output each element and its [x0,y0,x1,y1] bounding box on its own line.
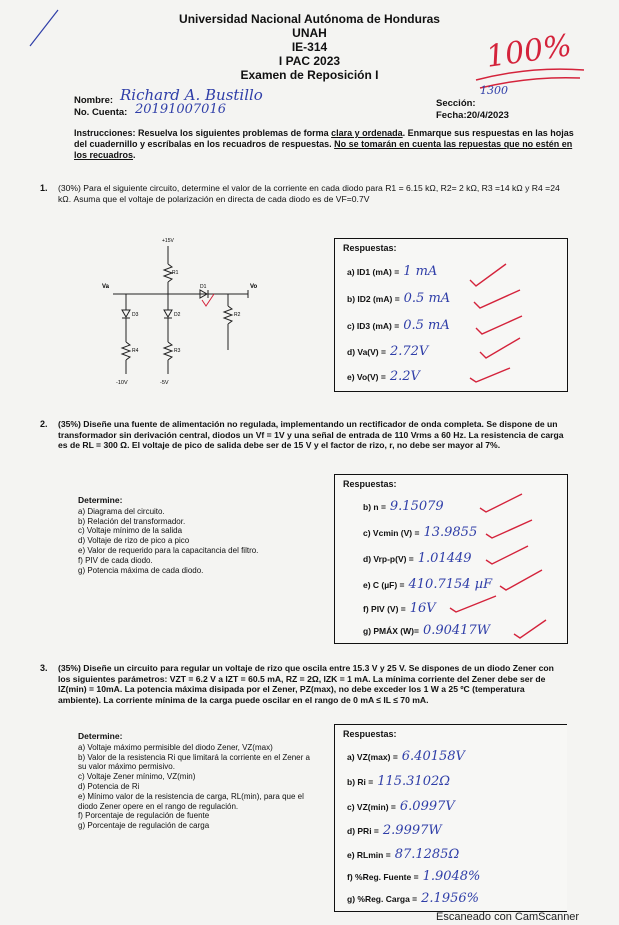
course-code: IE-314 [291,40,328,54]
account-value: 20191007016 [135,102,226,117]
scanner-watermark: Escaneado con CamScanner [436,911,580,923]
q1-answer-b: b) ID2 (mA) = 0.5 mA [347,291,451,306]
q3-answer-a: a) VZ(max) = 6.40158V [347,749,465,764]
label-d2: D2 [174,312,181,318]
label-vplus: +15V [162,238,174,244]
q3-answer-c: c) VZ(min) = 6.0997V [347,799,455,814]
q3-text: (35%) Diseñe un circuito para regular un voltaje de rizo que oscila entre 15.3 V y 25 V. Se dispones de un diodo Zener con los siguientes parámetros: VZT = 6.2 V a IZT = 60.5 mA, RZ = 2Ω, IZK = 1 mA. La mínima corriente del Zener debe ser de IZ(min) = 10mA. La potencia máxima disipada por el Zener, PZ(max), no debe exceder los 1 W a 25 ºC (temperatura ambiente). La corriente mínima de la carga puede oscilar en el rango de 0 mA ≤ IL ≤ 70 mA. [58,663,554,705]
q1-text: (30%) Para el siguiente circuito, determine el valor de la corriente en cada diodo para R1 = 6.15 kΩ, R2= 2 kΩ, R3 =14 kΩ y R4 =24 kΩ. Asuma que el voltaje de polarización en directa de cada diodo es de VF=0.7V [58,183,560,204]
q3-answer-f: f) %Reg. Fuente = 1.9048% [347,869,481,884]
q2-text: (35%) Diseñe una fuente de alimentación no regulada, implementando un rectificador de onda completa. Se dispone de un transformador sin derivación central, diodos un Vf = 1V y una señal de entrada de 110 Vrms a 60 Hz. La resistencia de carga es de RL = 300 Ω. El voltaje de pico de salida debe ser de 15 V y el factor de rizo, r, no debe ser mayor al 7%. [58,419,564,451]
q1-check-marks [440,240,570,390]
label-minus5: -5V [160,380,169,386]
section-label: Sección: [436,98,476,109]
q3-answers-box [334,724,567,912]
label-minus10: -10V [116,380,128,386]
q3-answer-e: e) RLmin = 87.1285Ω [347,847,460,862]
label-r3: R3 [174,348,181,354]
label-r1: R1 [172,270,179,276]
q1-answers-title: Respuestas: [343,243,397,253]
q1-answer-d: d) Va(V) = 2.72V [347,344,429,359]
q3-answer-b: b) Ri = 115.3102Ω [347,774,451,789]
label-d3: D3 [132,312,139,318]
section-value: 1300 [480,84,508,97]
q1-circuit-diagram [98,232,278,397]
label-r2: R2 [234,312,241,318]
q1-answer-e: e) Vo(V) = 2.2V [347,369,420,384]
label-d1: D1 [200,284,207,290]
q2-determine: Determine: a) Diagrama del circuito. b) Relación del transformador. c) Voltaje mínimo de la salida d) Voltaje de rizo de pico a pico e) Valor de requerido para la capacitancia del filtro. f) PIV de cada diodo. g) Potencia máxima de cada diodo. [78,495,259,575]
q2-number: 2. [40,419,48,429]
exam-title: Examen de Reposición I [240,68,379,82]
q2-answer-b: b) n = 9.15079 [363,499,444,514]
q2-answer-g: g) PMÁX (W)= 0.90417W [363,623,491,638]
label-r4: R4 [132,348,139,354]
label-vo: Vo [250,284,258,290]
grade-mark: 100% [483,28,574,75]
q2-answer-f: f) PIV (V) = 16V [363,601,436,616]
q2-check-marks [440,478,570,646]
q3-number: 3. [40,663,48,673]
label-va: Va [102,284,110,290]
instructions: Instrucciones: Resuelva los siguientes problemas de forma clara y ordenada. Enmarque sus respuestas en las hojas del cuadernillo y escríbalas en los recuadros de respuestas. No se tomarán en cuenta las repuestas que no estén en los recuadros. [74,128,574,160]
q3-answers-title: Respuestas: [343,729,397,739]
q1-answer-a: a) ID1 (mA) = 1 mA [347,264,438,279]
term: I PAC 2023 [278,54,341,68]
q1-answer-c: c) ID3 (mA) = 0.5 mA [347,318,450,333]
q1-number: 1. [40,183,48,193]
name-value: Richard A. Bustillo [120,86,263,104]
university-acronym: UNAH [292,26,327,40]
university-title: Universidad Nacional Autónoma de Honduras [179,12,440,26]
q2-answer-e: e) C (µF) = 410.7154 µF [363,577,493,592]
q3-answer-d: d) PRi = 2.9997W [347,823,442,838]
q2-answer-c: c) Vcmin (V) = 13.9855 [363,525,478,540]
q3-answer-g: g) %Reg. Carga = 2.1956% [347,891,479,906]
date-label: Fecha:20/4/2023 [436,110,509,121]
q2-answer-d: d) Vrp-p(V) = 1.01449 [363,551,472,566]
account-label: No. Cuenta: [74,107,128,118]
name-label: Nombre: [74,95,114,106]
q3-determine: Determine: a) Voltaje máximo permisible del diodo Zener, VZ(max) b) Valor de la resistencia Ri que limitará la corriente en el Zener a su valor máximo permisivo. c) Voltaje Zener mínimo, VZ(min) d) Potencia de Ri e) Mínimo valor de la resistencia de carga, RL(min), para que el diodo Zener opere en el rango de regulación. f) Porcentaje de regulación de fuente g) Porcentaje de regulación de carga [78,731,310,831]
q2-answers-title: Respuestas: [343,479,397,489]
